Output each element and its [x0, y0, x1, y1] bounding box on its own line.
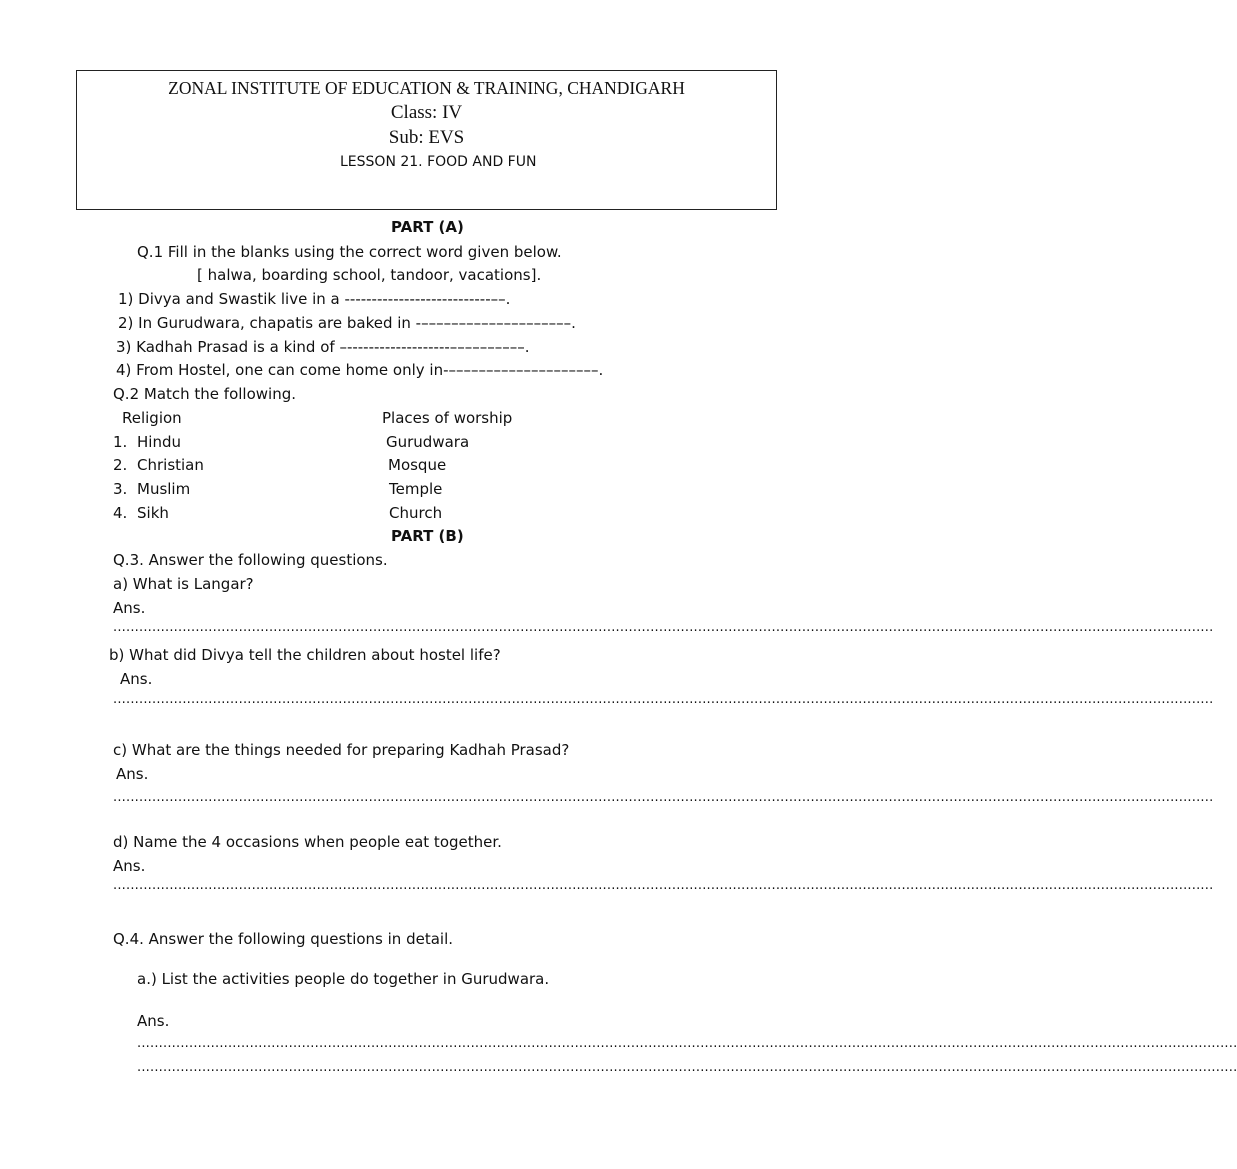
- q2-row-number: 2.: [113, 456, 128, 474]
- q4-subquestion: a.) List the activities people do together in Gurudwara.: [137, 970, 550, 988]
- q4-question: Q.4. Answer the following questions in detail.: [113, 930, 454, 948]
- q2-row-number: 4.: [113, 504, 128, 522]
- q3-question: Q.3. Answer the following questions.: [113, 551, 388, 569]
- subject-label: Sub: EVS: [388, 127, 465, 148]
- q1-item: 2) In Gurudwara, chapatis are baked in -––––––––––––––––––––.: [118, 314, 576, 332]
- answer-line: ..............................................................................................................................................................................................................................................................: [113, 878, 1214, 893]
- part-b-title: PART (B): [391, 527, 464, 545]
- q1-item: 3) Kadhah Prasad is a kind of –-------------------––––––––––.: [116, 338, 530, 356]
- q2-place: Gurudwara: [386, 433, 470, 451]
- q2-religion: Hindu: [137, 433, 181, 451]
- q2-religion: Muslim: [137, 480, 191, 498]
- q3-subquestion: d) Name the 4 occasions when people eat together.: [113, 833, 502, 851]
- class-label: Class: IV: [390, 102, 463, 123]
- q3-subquestion: c) What are the things needed for preparing Kadhah Prasad?: [113, 741, 570, 759]
- answer-line: ..............................................................................................................................................................................................................................................................: [113, 790, 1214, 805]
- q2-place: Church: [389, 504, 443, 522]
- q2-question: Q.2 Match the following.: [113, 385, 297, 403]
- q2-place: Mosque: [388, 456, 447, 474]
- answer-label: Ans.: [120, 670, 153, 688]
- q2-religion: Christian: [137, 456, 204, 474]
- answer-label: Ans.: [113, 599, 146, 617]
- answer-label: Ans.: [137, 1012, 170, 1030]
- answer-line: ..............................................................................................................................................................................................................................................................: [137, 1060, 1237, 1075]
- q2-row-number: 1.: [113, 433, 128, 451]
- q2-right-header: Places of worship: [382, 409, 513, 427]
- answer-line: ..............................................................................................................................................................................................................................................................: [137, 1036, 1237, 1051]
- institute-name: ZONAL INSTITUTE OF EDUCATION & TRAINING, CHANDIGARH: [168, 78, 685, 98]
- answer-label: Ans.: [116, 765, 149, 783]
- answer-line: ..............................................................................................................................................................................................................................................................: [113, 620, 1214, 635]
- q1-item: 4) From Hostel, one can come home only in-––––––––––––––––––––.: [116, 361, 604, 379]
- q2-left-header: Religion: [122, 409, 182, 427]
- q1-question: Q.1 Fill in the blanks using the correct word given below.: [137, 243, 562, 261]
- q3-subquestion: a) What is Langar?: [113, 575, 254, 593]
- q2-row-number: 3.: [113, 480, 128, 498]
- answer-label: Ans.: [113, 857, 146, 875]
- answer-line: ..............................................................................................................................................................................................................................................................: [113, 692, 1214, 707]
- q3-subquestion: b) What did Divya tell the children about hostel life?: [109, 646, 501, 664]
- q1-item: 1) Divya and Swastik live in a ---------------------------––.: [118, 290, 511, 308]
- part-a-title: PART (A): [391, 218, 464, 236]
- q1-word-bank: [ halwa, boarding school, tandoor, vacations].: [197, 266, 542, 284]
- q2-place: Temple: [389, 480, 443, 498]
- q2-religion: Sikh: [137, 504, 169, 522]
- lesson-title: LESSON 21. FOOD AND FUN: [340, 154, 537, 170]
